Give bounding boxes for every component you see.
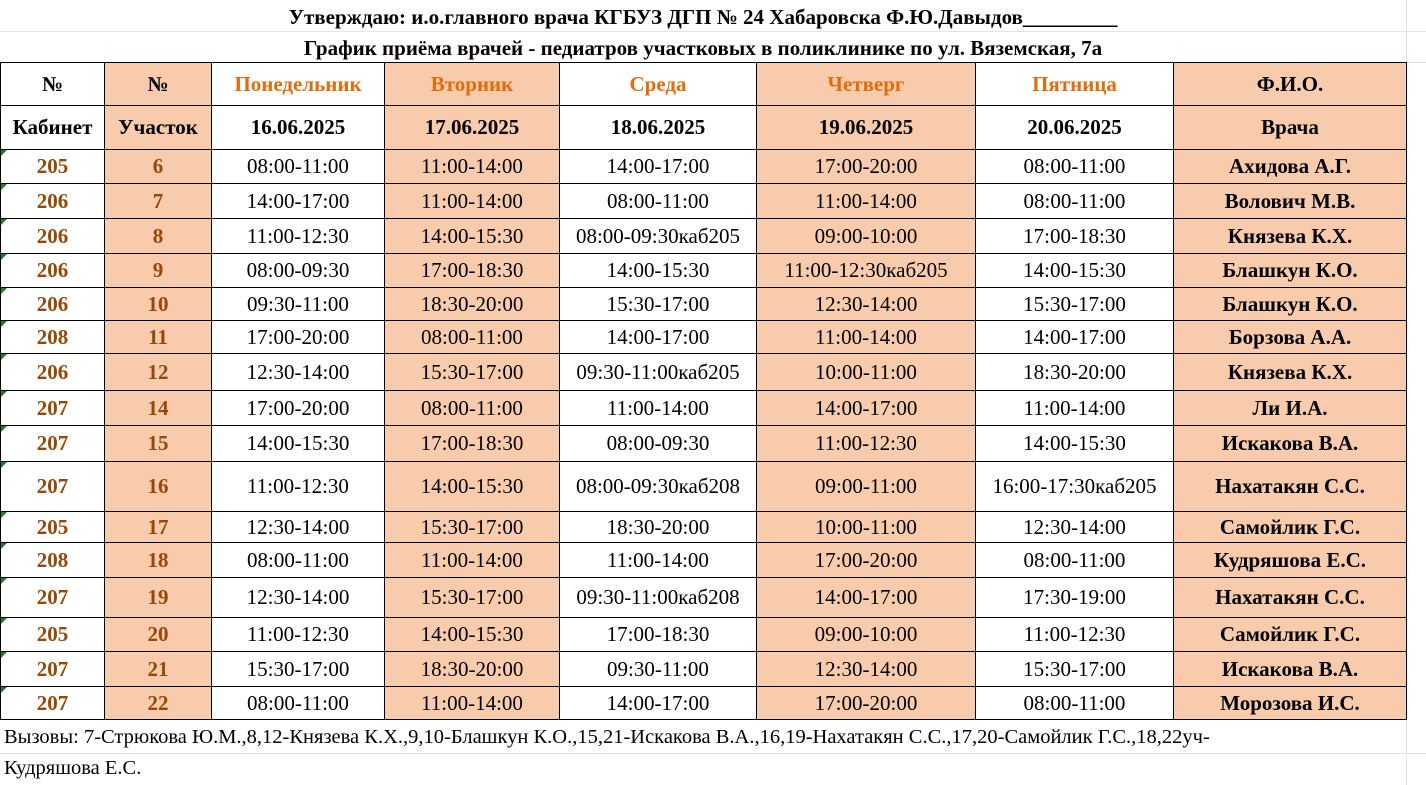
cabinet-cell bbox=[1, 391, 105, 426]
cabinet-number: 208 bbox=[36, 324, 69, 349]
friday-cell: 08:00-11:00 bbox=[976, 184, 1174, 219]
date-monday: 16.06.2025 bbox=[212, 106, 385, 150]
comment-marker-icon bbox=[1, 254, 7, 260]
header-tuesday: Вторник bbox=[385, 63, 560, 106]
friday-cell: 08:00-11:00 bbox=[976, 687, 1174, 720]
district-cell: 19 bbox=[105, 578, 212, 618]
tuesday-cell: 14:00-15:30 bbox=[385, 618, 560, 652]
table-row bbox=[1, 354, 1407, 391]
cabinet-number: 206 bbox=[36, 223, 69, 248]
district-cell: 21 bbox=[105, 652, 212, 687]
cabinet-number: 207 bbox=[36, 395, 69, 420]
tuesday-cell: 17:00-18:30 bbox=[385, 426, 560, 462]
cabinet-number: 207 bbox=[36, 690, 69, 715]
friday-cell: 15:30-17:00 bbox=[976, 652, 1174, 687]
comment-marker-icon bbox=[1, 354, 7, 360]
doctor-cell: Самойлик Г.С. bbox=[1174, 512, 1407, 543]
wednesday-cell: 14:00-17:00 bbox=[560, 321, 757, 354]
friday-cell: 12:30-14:00 bbox=[976, 512, 1174, 543]
monday-cell: 08:00-11:00 bbox=[212, 687, 385, 720]
cabinet-cell bbox=[1, 618, 105, 652]
district-cell: 14 bbox=[105, 391, 212, 426]
doctor-cell: Блашкун К.О. bbox=[1174, 288, 1407, 321]
doctor-cell: Нахатакян С.С. bbox=[1174, 462, 1407, 512]
monday-cell: 09:30-11:00 bbox=[212, 288, 385, 321]
cabinet-cell bbox=[1, 184, 105, 219]
tuesday-cell: 08:00-11:00 bbox=[385, 321, 560, 354]
cabinet-cell bbox=[1, 687, 105, 720]
comment-marker-icon bbox=[1, 578, 7, 584]
doctor-cell: Князева К.Х. bbox=[1174, 219, 1407, 254]
wednesday-cell: 08:00-09:30каб205 bbox=[560, 219, 757, 254]
wednesday-cell: 17:00-18:30 bbox=[560, 618, 757, 652]
table-row bbox=[1, 321, 1407, 354]
friday-cell: 08:00-11:00 bbox=[976, 543, 1174, 578]
doctor-cell: Ахидова А.Г. bbox=[1174, 150, 1407, 184]
table-row bbox=[1, 512, 1407, 543]
comment-marker-icon bbox=[1, 426, 7, 432]
cabinet-number: 206 bbox=[36, 258, 69, 282]
cabinet-number: 207 bbox=[36, 656, 69, 681]
district-cell: 15 bbox=[105, 426, 212, 462]
monday-cell: 17:00-20:00 bbox=[212, 391, 385, 426]
district-cell: 11 bbox=[105, 321, 212, 354]
thursday-cell: 09:00-11:00 bbox=[757, 462, 976, 512]
wednesday-cell: 14:00-17:00 bbox=[560, 687, 757, 720]
table-row bbox=[1, 618, 1407, 652]
header-cabinet: Кабинет bbox=[1, 106, 105, 150]
header-wednesday: Среда bbox=[560, 63, 757, 106]
wednesday-cell: 18:30-20:00 bbox=[560, 512, 757, 543]
thursday-cell: 17:00-20:00 bbox=[757, 543, 976, 578]
tuesday-cell: 11:00-14:00 bbox=[385, 687, 560, 720]
friday-cell: 11:00-14:00 bbox=[976, 391, 1174, 426]
cabinet-cell bbox=[1, 150, 105, 184]
monday-cell: 08:00-11:00 bbox=[212, 150, 385, 184]
table-row bbox=[1, 652, 1407, 687]
header-cabinet-number: № bbox=[1, 63, 105, 106]
cabinet-cell bbox=[1, 578, 105, 618]
monday-cell: 15:30-17:00 bbox=[212, 652, 385, 687]
wednesday-cell: 15:30-17:00 bbox=[560, 288, 757, 321]
table-row bbox=[1, 426, 1407, 462]
thursday-cell: 12:30-14:00 bbox=[757, 652, 976, 687]
district-cell: 8 bbox=[105, 219, 212, 254]
comment-marker-icon bbox=[1, 321, 7, 327]
comment-marker-icon bbox=[1, 543, 7, 549]
comment-marker-icon bbox=[1, 150, 7, 156]
cabinet-number: 206 bbox=[36, 291, 69, 316]
comment-marker-icon bbox=[1, 687, 7, 693]
comment-marker-icon bbox=[1, 512, 7, 518]
friday-cell: 17:00-18:30 bbox=[976, 219, 1174, 254]
district-cell: 16 bbox=[105, 462, 212, 512]
wednesday-cell: 14:00-17:00 bbox=[560, 150, 757, 184]
cabinet-number: 206 bbox=[36, 359, 69, 384]
date-friday: 20.06.2025 bbox=[976, 106, 1174, 150]
header-friday: Пятница bbox=[976, 63, 1174, 106]
table-row bbox=[1, 543, 1407, 578]
wednesday-cell: 08:00-09:30каб208 bbox=[560, 462, 757, 512]
monday-cell: 17:00-20:00 bbox=[212, 321, 385, 354]
table-row bbox=[1, 578, 1407, 618]
doctor-cell: Кудряшова Е.С. bbox=[1174, 543, 1407, 578]
schedule-body bbox=[1, 63, 1407, 720]
table-row bbox=[1, 288, 1407, 321]
monday-cell: 14:00-15:30 bbox=[212, 426, 385, 462]
tuesday-cell: 11:00-14:00 bbox=[385, 543, 560, 578]
doctor-cell: Нахатакян С.С. bbox=[1174, 578, 1407, 618]
cabinet-cell bbox=[1, 512, 105, 543]
wednesday-cell: 14:00-15:30 bbox=[560, 254, 757, 288]
district-cell: 17 bbox=[105, 512, 212, 543]
page-title: График приёма врачей - педиатров участковых в поликлинике по ул. Вяземская, 7а bbox=[303, 36, 1103, 60]
thursday-cell: 17:00-20:00 bbox=[757, 687, 976, 720]
table-row bbox=[1, 391, 1407, 426]
tuesday-cell: 11:00-14:00 bbox=[385, 184, 560, 219]
tuesday-cell: 18:30-20:00 bbox=[385, 288, 560, 321]
wednesday-cell: 09:30-11:00каб205 bbox=[560, 354, 757, 391]
table-row bbox=[1, 150, 1407, 184]
monday-cell: 12:30-14:00 bbox=[212, 578, 385, 618]
calls-note: Вызовы: 7-Стрюкова Ю.М.,8,12-Князева К.Х.,9,10-Блашкун К.О.,15,21-Искакова В.А.,16,19-Нахатакян С.С.,17,20-Самойлик Г.С.,18,22уч- Кудряшова Е.С. bbox=[4, 726, 1210, 779]
friday-cell: 15:30-17:00 bbox=[976, 288, 1174, 321]
thursday-cell: 09:00-10:00 bbox=[757, 618, 976, 652]
district-cell: 9 bbox=[105, 254, 212, 288]
thursday-cell: 11:00-12:30 bbox=[757, 426, 976, 462]
doctor-cell: Искакова В.А. bbox=[1174, 426, 1407, 462]
cabinet-cell bbox=[1, 652, 105, 687]
monday-cell: 08:00-09:30 bbox=[212, 254, 385, 288]
doctor-cell: Блашкун К.О. bbox=[1174, 254, 1407, 288]
tuesday-cell: 14:00-15:30 bbox=[385, 462, 560, 512]
thursday-cell: 11:00-14:00 bbox=[757, 184, 976, 219]
cabinet-cell bbox=[1, 426, 105, 462]
doctor-cell: Князева К.Х. bbox=[1174, 354, 1407, 391]
cabinet-cell bbox=[1, 354, 105, 391]
friday-cell: 14:00-15:30 bbox=[976, 254, 1174, 288]
table-row bbox=[1, 254, 1407, 288]
district-cell: 7 bbox=[105, 184, 212, 219]
doctor-cell: Волович М.В. bbox=[1174, 184, 1407, 219]
header-district: Участок bbox=[105, 106, 212, 150]
thursday-cell: 10:00-11:00 bbox=[757, 512, 976, 543]
table-row bbox=[1, 219, 1407, 254]
cabinet-cell bbox=[1, 543, 105, 578]
district-cell: 18 bbox=[105, 543, 212, 578]
thursday-cell: 10:00-11:00 bbox=[757, 354, 976, 391]
cabinet-number: 205 bbox=[36, 154, 69, 178]
thursday-cell: 11:00-12:30каб205 bbox=[757, 254, 976, 288]
monday-cell: 12:30-14:00 bbox=[212, 512, 385, 543]
cabinet-cell bbox=[1, 462, 105, 512]
wednesday-cell: 08:00-11:00 bbox=[560, 184, 757, 219]
table-row bbox=[1, 462, 1407, 512]
header-district-number: № bbox=[105, 63, 212, 106]
doctor-cell: Борзова А.А. bbox=[1174, 321, 1407, 354]
cabinet-cell bbox=[1, 288, 105, 321]
tuesday-cell: 15:30-17:00 bbox=[385, 512, 560, 543]
cabinet-number: 205 bbox=[36, 514, 69, 539]
header-monday: Понедельник bbox=[212, 63, 385, 106]
thursday-cell: 12:30-14:00 bbox=[757, 288, 976, 321]
cabinet-number: 208 bbox=[36, 547, 69, 572]
friday-cell: 17:30-19:00 bbox=[976, 578, 1174, 618]
doctor-cell: Самойлик Г.С. bbox=[1174, 618, 1407, 652]
header-row-dates bbox=[1, 106, 1407, 150]
tuesday-cell: 17:00-18:30 bbox=[385, 254, 560, 288]
friday-cell: 11:00-12:30 bbox=[976, 618, 1174, 652]
monday-cell: 11:00-12:30 bbox=[212, 462, 385, 512]
district-cell: 10 bbox=[105, 288, 212, 321]
comment-marker-icon bbox=[1, 391, 7, 397]
approval-line: Утверждаю: и.о.главного врача КГБУЗ ДГП № 24 Хабаровска Ф.Ю.Давыдов_________ bbox=[288, 5, 1118, 29]
cabinet-number: 206 bbox=[36, 188, 69, 213]
tuesday-cell: 08:00-11:00 bbox=[385, 391, 560, 426]
cabinet-cell bbox=[1, 254, 105, 288]
header-thursday: Четверг bbox=[757, 63, 976, 106]
monday-cell: 14:00-17:00 bbox=[212, 184, 385, 219]
comment-marker-icon bbox=[1, 288, 7, 294]
wednesday-cell: 11:00-14:00 bbox=[560, 543, 757, 578]
friday-cell: 18:30-20:00 bbox=[976, 354, 1174, 391]
district-cell: 6 bbox=[105, 150, 212, 184]
wednesday-cell: 09:30-11:00каб208 bbox=[560, 578, 757, 618]
comment-marker-icon bbox=[1, 618, 7, 624]
comment-marker-icon bbox=[1, 219, 7, 225]
doctor-cell: Искакова В.А. bbox=[1174, 652, 1407, 687]
comment-marker-icon bbox=[1, 652, 7, 658]
friday-cell: 08:00-11:00 bbox=[976, 150, 1174, 184]
thursday-cell: 14:00-17:00 bbox=[757, 391, 976, 426]
cabinet-cell bbox=[1, 321, 105, 354]
tuesday-cell: 15:30-17:00 bbox=[385, 578, 560, 618]
wednesday-cell: 09:30-11:00 bbox=[560, 652, 757, 687]
table-row bbox=[1, 184, 1407, 219]
tuesday-cell: 18:30-20:00 bbox=[385, 652, 560, 687]
schedule-table bbox=[0, 62, 1407, 720]
tuesday-cell: 15:30-17:00 bbox=[385, 354, 560, 391]
wednesday-cell: 08:00-09:30 bbox=[560, 426, 757, 462]
cabinet-cell bbox=[1, 219, 105, 254]
thursday-cell: 17:00-20:00 bbox=[757, 150, 976, 184]
monday-cell: 11:00-12:30 bbox=[212, 618, 385, 652]
doctor-cell: Ли И.А. bbox=[1174, 391, 1407, 426]
cabinet-number: 207 bbox=[36, 585, 69, 609]
friday-cell: 14:00-17:00 bbox=[976, 321, 1174, 354]
doctor-cell: Морозова И.С. bbox=[1174, 687, 1407, 720]
friday-cell: 16:00-17:30каб205 bbox=[976, 462, 1174, 512]
district-cell: 22 bbox=[105, 687, 212, 720]
thursday-cell: 09:00-10:00 bbox=[757, 219, 976, 254]
table-row bbox=[1, 687, 1407, 720]
thursday-cell: 11:00-14:00 bbox=[757, 321, 976, 354]
date-thursday: 19.06.2025 bbox=[757, 106, 976, 150]
header-doctor-name: Ф.И.О. bbox=[1174, 63, 1407, 106]
monday-cell: 11:00-12:30 bbox=[212, 219, 385, 254]
cabinet-number: 207 bbox=[36, 474, 69, 498]
wednesday-cell: 11:00-14:00 bbox=[560, 391, 757, 426]
cabinet-number: 205 bbox=[36, 622, 69, 646]
header-doctor: Врача bbox=[1174, 106, 1407, 150]
monday-cell: 12:30-14:00 bbox=[212, 354, 385, 391]
cabinet-number: 207 bbox=[36, 431, 69, 455]
header-row-days bbox=[1, 63, 1407, 106]
comment-marker-icon bbox=[1, 184, 7, 190]
district-cell: 20 bbox=[105, 618, 212, 652]
tuesday-cell: 11:00-14:00 bbox=[385, 150, 560, 184]
friday-cell: 14:00-15:30 bbox=[976, 426, 1174, 462]
tuesday-cell: 14:00-15:30 bbox=[385, 219, 560, 254]
date-wednesday: 18.06.2025 bbox=[560, 106, 757, 150]
monday-cell: 08:00-11:00 bbox=[212, 543, 385, 578]
comment-marker-icon bbox=[1, 462, 7, 468]
thursday-cell: 14:00-17:00 bbox=[757, 578, 976, 618]
date-tuesday: 17.06.2025 bbox=[385, 106, 560, 150]
district-cell: 12 bbox=[105, 354, 212, 391]
